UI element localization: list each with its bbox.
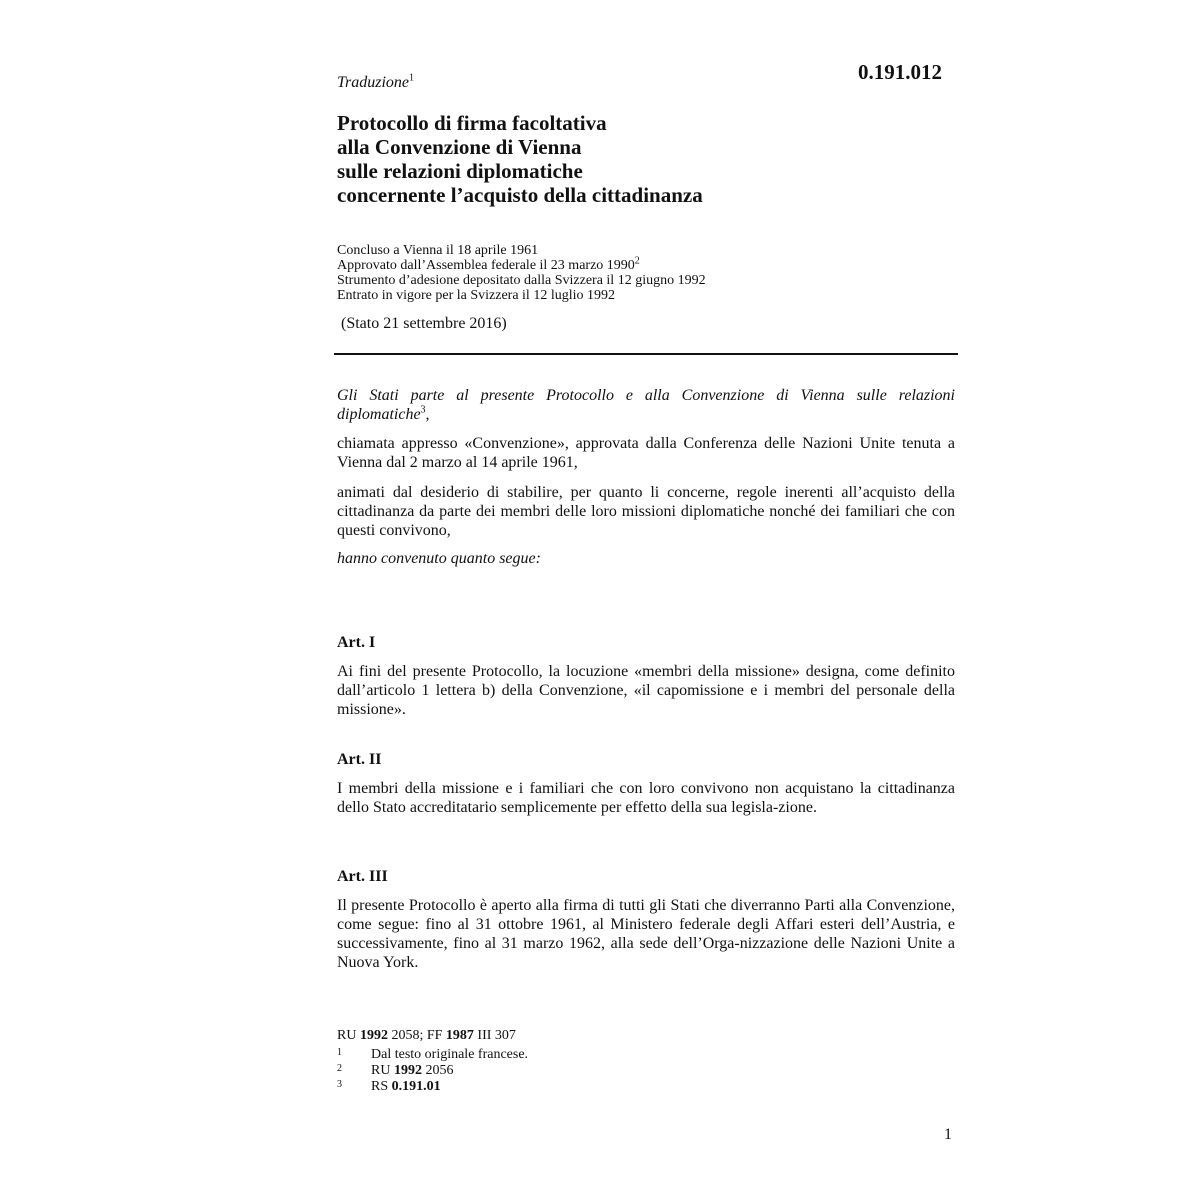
article-heading-3: Art. III — [337, 868, 388, 885]
footnote-2 — [337, 1063, 528, 1079]
preamble-p3: animati dal desiderio di stabilire, per quanto li concerne, regole inerenti all’acquisto della cittadinanza da parte dei membri delle loro missioni diplomatiche nonché dei familiari che con questi convivono, — [337, 484, 955, 539]
footnote-ref-3[interactable]: 3 — [420, 404, 426, 416]
title-line: Protocollo di firma facoltativa — [337, 111, 607, 135]
page-number: 1 — [944, 1126, 952, 1143]
footnote-ref-2[interactable]: 2 — [634, 255, 640, 267]
article-text-2-block — [337, 779, 955, 817]
preamble-p1: Gli Stati parte al presente Protocollo e alla Convenzione di Vienna sulle relazioni diplomatiche$^3$, — [337, 387, 955, 423]
article-heading-2: Art. II — [337, 751, 382, 768]
status-date: (Stato 21 settembre 2016) — [341, 315, 507, 332]
preamble — [337, 386, 955, 424]
article-text-1-block — [337, 662, 955, 719]
footnote-number: 1 — [337, 1047, 342, 1058]
preamble-p2-block — [337, 434, 955, 472]
article-heading-1: Art. I — [337, 634, 376, 651]
footnotes — [337, 1047, 528, 1095]
footnote-number: 2 — [337, 1063, 342, 1074]
article-text-1: Ai fini del presente Protocollo, la locuzione «membri della missione» designa, come definito dall’articolo 1 lettera b) della Convenzione, «il capomissione e i membri del personale della missione». — [337, 663, 955, 718]
meta-in-force: Entrato in vigore per la Svizzera il 12 luglio 1992 — [337, 288, 615, 303]
article-text-3-block — [337, 896, 955, 972]
footnote-ref-1[interactable]: 1 — [409, 72, 415, 84]
article-text-3: Il presente Protocollo è aperto alla firma di tutti gli Stati che diverranno Parti alla Convenzione, come segue: fino al 31 ottobre 1961, al Ministero federale degli Affari esteri dell’Austria, e successivamente, fino al 31 marzo 1962, alla sede dell’Orga-nizzazione delle Nazioni Unite a Nuova York. — [337, 897, 955, 971]
title-line: alla Convenzione di Vienna — [337, 135, 582, 159]
sr-number: 0.191.012 — [858, 60, 942, 84]
translation-label: Traduzione$^1$ — [337, 72, 415, 91]
footnote-3 — [337, 1079, 528, 1095]
title-line: concernente l’acquisto della cittadinanza — [337, 183, 703, 207]
preamble-p4: hanno convenuto quanto segue: — [337, 550, 541, 567]
document-meta — [337, 243, 706, 303]
footnote-text: RS 0.191.01 — [371, 1079, 441, 1094]
footnote-text: Dal testo originale francese. — [371, 1047, 529, 1062]
horizontal-rule — [334, 353, 958, 355]
preamble-p2: chiamata appresso «Convenzione», approvata dalla Conferenza delle Nazioni Unite tenuta a Vienna dal 2 marzo al 14 aprile 1961, — [337, 435, 955, 471]
article-text-2: I membri della missione e i familiari che con loro convivono non acquistano la cittadinanza dello Stato accreditatario semplicemente per effetto della sua legisla-zione. — [337, 780, 955, 816]
footnote-text: RU 1992 2056 — [371, 1063, 454, 1078]
meta-approved: Approvato dall’Assemblea federale il 23 marzo 1990$^2$ — [337, 255, 640, 273]
preamble-p3-block — [337, 483, 955, 540]
footnote-number: 3 — [337, 1079, 342, 1090]
title-line: sulle relazioni diplomatiche — [337, 159, 583, 183]
publication-reference: RU 1992 2058; FF 1987 III 307 — [337, 1028, 516, 1043]
footnote-1 — [337, 1047, 528, 1063]
document-title — [337, 111, 703, 207]
meta-instrument: Strumento d’adesione depositato dalla Svizzera il 12 giugno 1992 — [337, 273, 706, 288]
meta-concluded: Concluso a Vienna il 18 aprile 1961 — [337, 243, 539, 258]
preamble-p4-block — [337, 549, 955, 568]
